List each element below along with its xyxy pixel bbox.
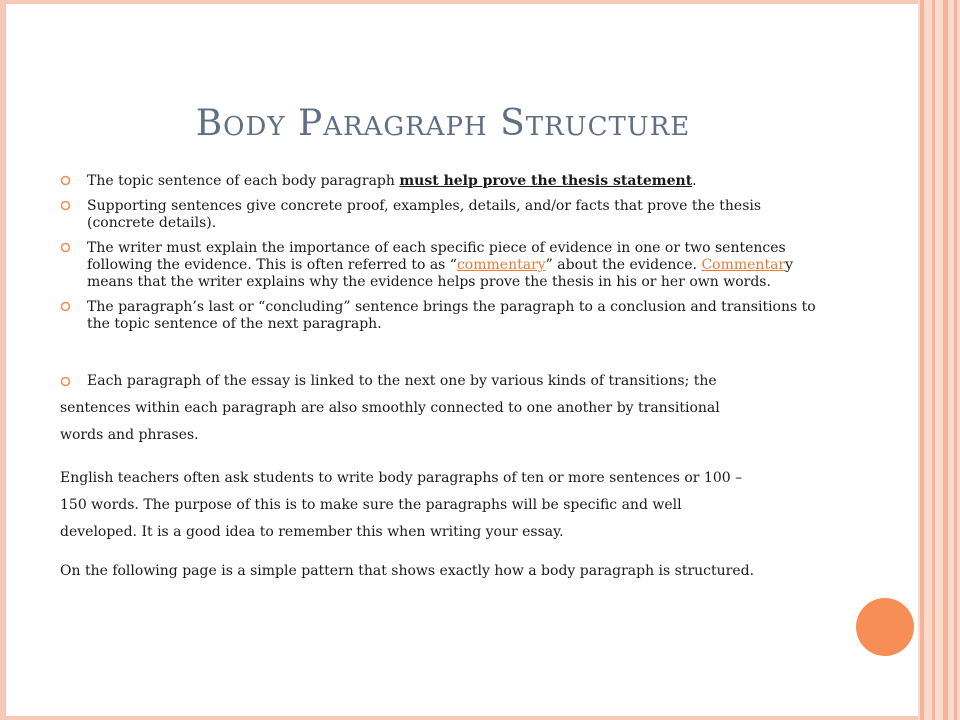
bullet-ring-icon — [60, 200, 71, 211]
spacer — [60, 341, 830, 368]
following-page-paragraph: On the following page is a simple pattern that shows exactly how a body paragraph is structured. — [60, 563, 755, 579]
transitions-line: sentences within each paragraph are also smoothly connected to one another by transitional — [60, 400, 720, 416]
stripe — [920, 0, 924, 720]
slide-title — [0, 103, 886, 144]
stripe — [954, 0, 957, 720]
title-rest: ARAGRAPH — [323, 112, 488, 142]
transitions-line: Each paragraph of the essay is linked to the next one by various kinds of transitions; the — [87, 373, 717, 389]
commentary-link-2[interactable]: Commentar — [701, 257, 786, 273]
decorative-circle — [856, 598, 914, 656]
teachers-paragraph — [60, 465, 830, 546]
bullet-ring-icon — [60, 242, 71, 253]
bullet-ring-icon — [60, 301, 71, 312]
transitions-paragraph — [60, 368, 830, 449]
decorative-stripes — [918, 0, 960, 720]
title-initial: S — [500, 103, 526, 144]
stripe — [943, 0, 948, 720]
title-initial: P — [297, 103, 324, 144]
teachers-line: English teachers often ask students to write body paragraphs of ten or more sentences or 100 – — [60, 470, 743, 486]
teachers-line: 150 words. The purpose of this is to make sure the paragraphs will be specific and well — [60, 497, 682, 513]
spacer — [60, 546, 830, 562]
bullet-text: . — [692, 173, 697, 189]
title-rest: ODY — [223, 112, 286, 142]
transitions-line: words and phrases. — [60, 427, 199, 443]
bullet-topic-sentence — [60, 173, 830, 190]
bullet-text: The topic sentence of each body paragraph — [87, 173, 400, 189]
bullet-ring-icon — [60, 175, 71, 186]
bullet-text: The paragraph’s last or “concluding” sentence brings the paragraph to a conclusion and transitions to the topic sentence of the next paragraph. — [87, 299, 816, 332]
bullet-text: y means that the writer explains why the evidence helps prove the thesis in his or her own words. — [87, 257, 794, 290]
bullet-concluding-sentence — [60, 299, 830, 333]
stripe — [932, 0, 935, 720]
commentary-link[interactable]: commentary — [456, 257, 546, 273]
bullet-emphasis: must help prove the thesis statement — [399, 173, 693, 189]
spacer — [60, 449, 830, 465]
bullet-commentary — [60, 240, 830, 291]
slide-content — [60, 173, 830, 580]
bullet-text: Supporting sentences give concrete proof, examples, details, and/or facts that prove the thesis (concrete details). — [87, 198, 762, 231]
title-initial: B — [195, 103, 224, 144]
bullet-ring-icon — [60, 376, 71, 387]
transitions-first-line — [60, 368, 830, 395]
title-rest: TRUCTURE — [525, 112, 691, 142]
bullet-text: The writer must explain the importance of each specific piece of evidence in one or two sentences following the evidence. This is often referred to as “ — [87, 240, 786, 273]
teachers-line: developed. It is a good idea to remember this when writing your essay. — [60, 524, 564, 540]
bullet-text: ” about the evidence. — [545, 257, 702, 273]
bullet-supporting-sentences — [60, 198, 830, 232]
